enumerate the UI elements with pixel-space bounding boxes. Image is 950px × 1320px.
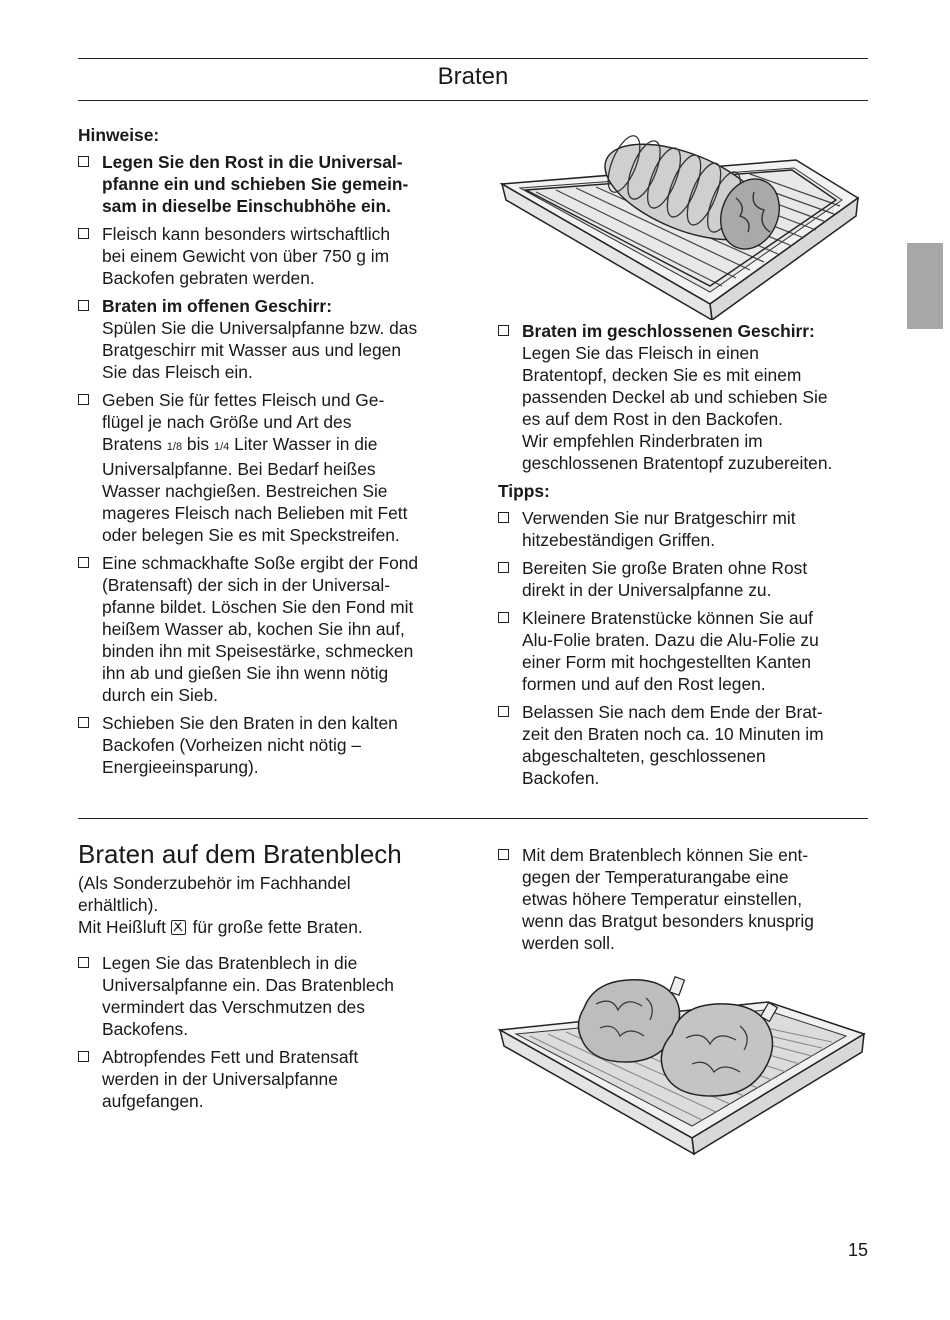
note-item-2: Fleisch kann besonders wirtschaftlich bei einem Gewicht von über 750 g im Backofen gebraten werden. [78, 223, 463, 289]
tip-item-2: Bereiten Sie große Braten ohne Rost direkt in der Universalpfanne zu. [498, 557, 878, 601]
roasting-tray-column [78, 838, 463, 1118]
page-number: 15 [847, 1240, 868, 1260]
note-item-water: Geben Sie für fettes Fleisch und Ge- flügel je nach Größe und Art des Bratens 1/8 bis 1/4 Liter Wasser in die Universalpfanne. Bei Bedarf heißes Wasser nachgießen. Bestreichen Sie mageres Fleisch nach Belieben mit Fett oder belegen Sie es mit Speckstreifen. [78, 389, 463, 546]
header-bottom-rule [78, 100, 868, 101]
hot-air-note: Mit Heißluft für große fette Braten. [78, 917, 363, 937]
checkbox-square-icon [78, 557, 89, 568]
checkbox-square-icon [498, 562, 509, 573]
checkbox-square-icon [498, 325, 509, 336]
notes-column [78, 124, 463, 784]
checkbox-square-icon [498, 512, 509, 523]
open-dish-title: Braten im offenen Geschirr: [102, 296, 332, 316]
closed-dish-and-tips-column [498, 320, 878, 795]
hot-air-fan-icon [171, 920, 186, 935]
section-title: Braten auf dem Bratenblech [78, 839, 402, 869]
note-item-sauce: Eine schmackhafte Soße ergibt der Fond (Bratensaft) der sich in der Universal- pfanne bildet. Löschen Sie den Fond mit heißem Wasser ab, kochen Sie ihn auf, binden ihn mit Speisestärke, schmecken ihn ab und gießen Sie ihn wenn nötig durch ein Sieb. [78, 552, 463, 706]
tip-item-4: Belassen Sie nach dem Ende der Brat- zeit den Braten noch ca. 10 Minuten im abgeschalteten, geschlossenen Backofen. [498, 701, 878, 789]
accessory-note: (Als Sonderzubehör im Fachhandel erhältlich). [78, 873, 351, 915]
fraction-one-quarter: 1/4 [213, 441, 230, 453]
closed-dish-title: Braten im geschlossenen Geschirr: [522, 321, 815, 341]
tray-item-2: Abtropfendes Fett und Bratensaft werden in der Universalpfanne aufgefangen. [78, 1046, 463, 1112]
note-item-1: Legen Sie den Rost in die Universal- pfanne ein und schieben Sie gemein- sam in dieselbe Einschubhöhe ein. [78, 151, 463, 217]
tray-item-1: Legen Sie das Bratenblech in die Universalpfanne ein. Das Bratenblech vermindert das Verschmutzen des Backofens. [78, 952, 463, 1040]
header-top-rule [78, 58, 868, 59]
tip-item-3: Kleinere Bratenstücke können Sie auf Alu-Folie braten. Dazu die Alu-Folie zu einer Form mit hochgestellten Kanten formen und auf den Rost legen. [498, 607, 878, 695]
checkbox-square-icon [78, 394, 89, 405]
note-item-open-dish: Braten im offenen Geschirr: Spülen Sie die Universalpfanne bzw. das Bratgeschirr mit Wasser aus und legen Sie das Fleisch ein. [78, 295, 463, 383]
checkbox-square-icon [78, 300, 89, 311]
checkbox-square-icon [498, 849, 509, 860]
note-item-cold-oven: Schieben Sie den Braten in den kalten Backofen (Vorheizen nicht nötig – Energieeinsparung). [78, 712, 463, 778]
checkbox-square-icon [498, 706, 509, 717]
chapter-tab-marker [907, 243, 943, 329]
page-title: Braten [437, 63, 509, 90]
checkbox-square-icon [78, 1051, 89, 1062]
checkbox-square-icon [78, 717, 89, 728]
closed-dish-item: Braten im geschlossenen Geschirr: Legen Sie das Fleisch in einen Bratentopf, decken Sie es mit einem passenden Deckel ab und schieben Sie es auf dem Rost in den Backofen. Wir empfehlen Rinderbraten im geschlossenen Bratentopf zuzubereiten. [498, 320, 878, 474]
checkbox-square-icon [78, 156, 89, 167]
checkbox-square-icon [78, 957, 89, 968]
tray-item-3: Mit dem Bratenblech können Sie ent- gegen der Temperaturangabe eine etwas höhere Temperatur einstellen, wenn das Bratgut besonders knusprig werden soll. [498, 844, 878, 954]
section-divider [78, 818, 868, 819]
fraction-one-eighth: 1/8 [166, 441, 183, 453]
temperature-tip-column [498, 844, 878, 960]
notes-heading: Hinweise: [78, 125, 160, 145]
tip-item-1: Verwenden Sie nur Bratgeschirr mit hitzebeständigen Griffen. [498, 507, 878, 551]
checkbox-square-icon [78, 228, 89, 239]
checkbox-square-icon [498, 612, 509, 623]
roast-on-rack-illustration [496, 126, 868, 320]
meat-on-tray-illustration [496, 968, 868, 1158]
tips-heading: Tipps: [498, 481, 550, 501]
